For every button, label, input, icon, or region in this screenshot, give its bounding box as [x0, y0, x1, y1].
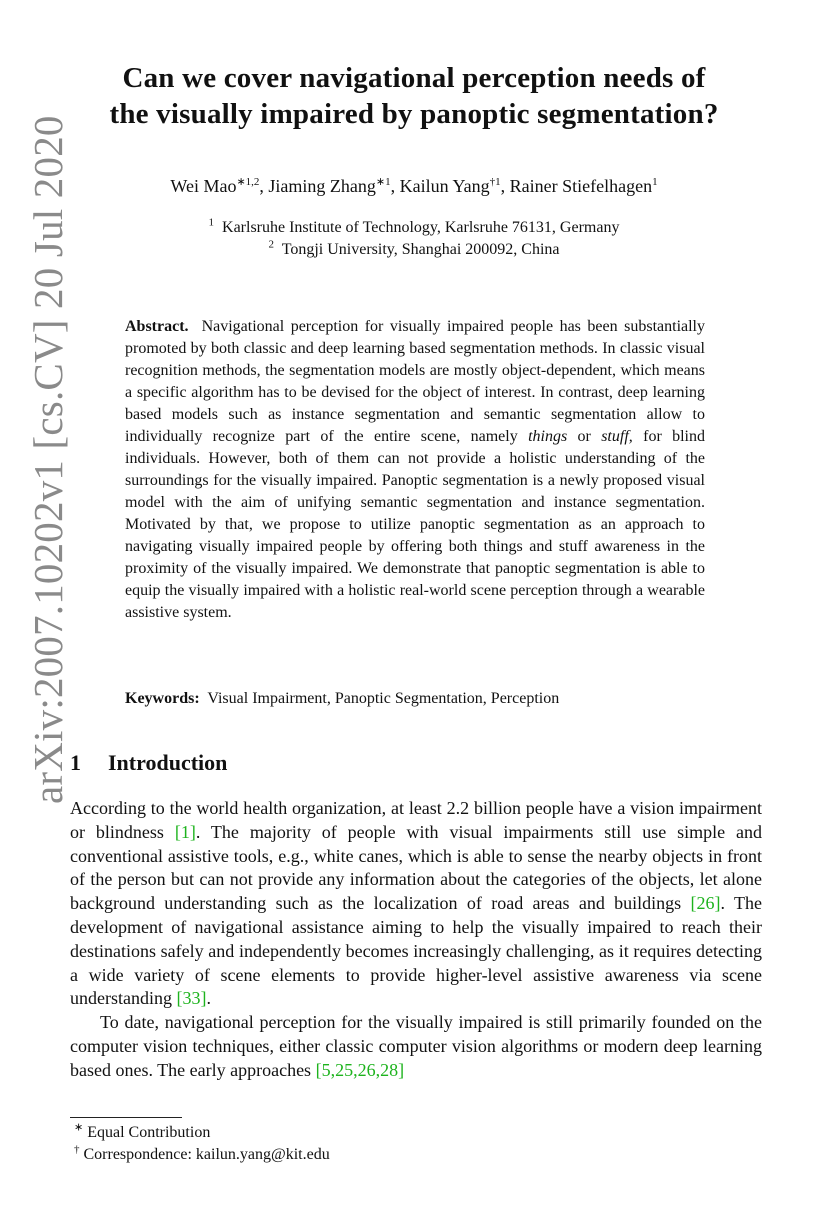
citation-link[interactable]: 26: [357, 1059, 376, 1080]
affiliation-item: [64, 217, 764, 239]
footnote-text: Correspondence: kailun.yang@kit.edu: [83, 1146, 330, 1163]
footnote-mark: †: [74, 1143, 80, 1156]
abstract-text: or: [577, 428, 591, 445]
paragraph-text: .: [206, 988, 211, 1009]
affiliation-number: 1: [208, 216, 215, 229]
author-list: Wei Mao$^{∗1,2}$, Jiaming Zhang$^{∗1}$, Kailun Yang$^{\dagger 1}$, Rainer Stiefelhagen$^1$: [170, 176, 658, 196]
citation-link[interactable]: [33]: [176, 988, 207, 1009]
paragraph-text: . The majority of people with visual impairments still use simple and conventional assistive tools, e.g., white canes, which is able to sense the nearby objects in front of the person but can not provide any information about the categories of the objects, let alone background understanding such as the localization of road areas and buildings: [70, 821, 763, 914]
author-affiliation-mark: ∗1: [375, 176, 391, 188]
abstract-label: Abstract.: [125, 318, 189, 335]
abstract-emphasis: things: [528, 428, 568, 445]
paragraph-text: . The development of navigational assistance aiming to help the visually impaired to reach their destinations safely and independently becomes increasingly challenging, as it requires detecting a wide variety of scene elements to provide higher-level assistive awareness via scene understanding: [70, 893, 762, 1009]
footnote-text: Equal Contribution: [87, 1124, 211, 1141]
footnote-mark: ∗: [74, 1121, 84, 1134]
affiliation-text: Karlsruhe Institute of Technology, Karlsruhe 76131, Germany: [222, 219, 620, 236]
paragraph: [70, 797, 762, 1011]
abstract-emphasis: stuff,: [601, 428, 633, 445]
affiliation-item: [64, 239, 764, 261]
citation-link[interactable]: [1]: [174, 821, 196, 842]
author-affiliation-mark: ∗1,2: [236, 176, 260, 188]
affiliation-list: [64, 217, 764, 261]
footnote-item: [70, 1122, 762, 1144]
citation-separator: ,: [353, 1059, 358, 1080]
footnote-divider: [70, 1117, 182, 1118]
citation-link[interactable]: 25: [335, 1059, 354, 1080]
author-name: Jiaming Zhang: [268, 176, 376, 196]
abstract-text: for blind individuals. However, both of them can not provide a holistic understanding of the surroundings for the visually impaired. Panoptic segmentation is a newly proposed visual model with the aim of unifying semantic segmentation and instance segmentation. Motivated by that, we propose to utilize panoptic segmentation as an approach to navigating visually impaired people by offering both things and stuff awareness in the proximity of the visually impaired. We demonstrate that panoptic segmentation is able to equip the visually impaired with a holistic real-world scene perception through a wearable assistive system.: [125, 428, 705, 621]
citation-link[interactable]: 28: [380, 1059, 399, 1080]
paper-title: [64, 60, 764, 132]
keywords-label: Keywords:: [125, 690, 200, 707]
footnote-item: [70, 1144, 762, 1166]
introduction-body: [70, 797, 762, 1083]
section-title-text: Introduction: [108, 750, 228, 775]
abstract: [125, 316, 705, 624]
paragraph-text: To date, navigational perception for the visually impaired is still primarily founded on the computer vision techniques, either classic computer vision algorithms or modern deep learning based ones. The early approaches: [70, 1012, 762, 1080]
author-name: Wei Mao: [170, 176, 237, 196]
title-line-1: Can we cover navigational perception needs of: [122, 62, 706, 94]
author-name: Rainer Stiefelhagen: [509, 176, 653, 196]
paragraph-text: According to the world health organization, at least 2.2 billion people have a vision impairment or blindness: [70, 798, 762, 842]
keywords: [125, 688, 705, 710]
author-name: Kailun Yang: [399, 176, 490, 196]
citation-bracket: ]: [398, 1059, 405, 1080]
citation-link[interactable]: 5: [321, 1059, 331, 1080]
affiliation-text: Tongji University, Shanghai 200092, China: [281, 241, 560, 258]
abstract-text: Navigational perception for visually impaired people has been substantially promoted by both classic and deep learning based segmentation methods. In classic visual recognition methods, the segmentation models are mostly object-dependent, which means a specific algorithm has to be devised for the object of interest. In contrast, deep learning based models such as instance segmentation and semantic segmentation allow to individually recognize part of the entire scene, namely: [125, 318, 706, 445]
section-heading: [70, 748, 227, 778]
keywords-text: Visual Impairment, Panoptic Segmentation, Perception: [207, 690, 560, 707]
citation-separator: ,: [330, 1059, 336, 1080]
citation-separator: ,: [375, 1059, 381, 1080]
citation-link[interactable]: [26]: [690, 893, 721, 914]
citation-bracket: [: [315, 1059, 322, 1080]
author-affiliation-mark: 1: [652, 176, 658, 188]
footnotes: [70, 1122, 762, 1166]
affiliation-number: 2: [268, 238, 274, 251]
paragraph: [70, 1011, 762, 1082]
section-number: 1: [70, 750, 81, 775]
title-line-2: the visually impaired by panoptic segmentation?: [109, 98, 719, 130]
author-affiliation-mark: †1: [489, 176, 501, 188]
arxiv-identifier-stamp: arXiv:2007.10202v1 [cs.CV] 20 Jul 2020: [25, 115, 71, 804]
